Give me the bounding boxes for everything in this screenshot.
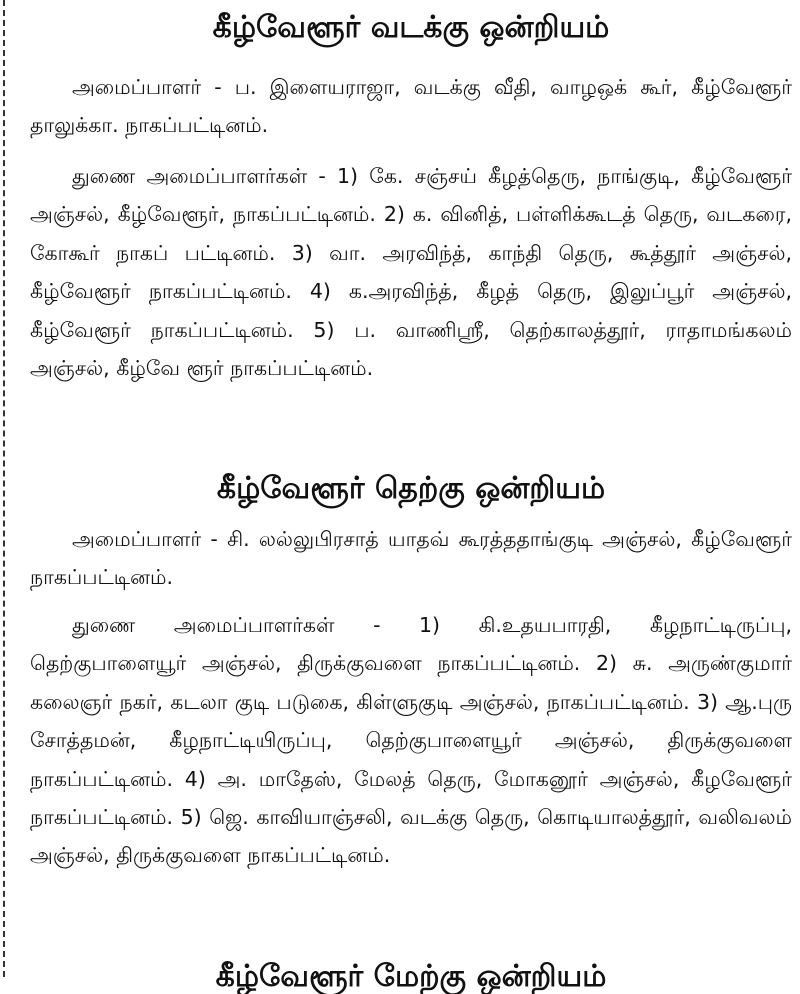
section-title-north: கீழ்வேளூர் வடக்கு ஒன்றியம் <box>212 10 610 45</box>
organizer-paragraph-north: அமைப்பாளர் - ப. இளையராஜா, வடக்கு வீதி, வாழஒக் கூர், கீழ்வேளூர் தாலுக்கா. நாகப்பட்டினம். <box>30 75 792 138</box>
organizer-paragraph-south: அமைப்பாளர் - சி. லல்லுபிரசாத் யாதவ் கூரத்ததாங்குடி அஞ்சல், கீழ்வேளூர் நாகப்பட்டினம். <box>30 527 792 590</box>
document-page <box>30 0 792 994</box>
deputies-paragraph-north: துணை அமைப்பாளர்கள் - 1) கே. சஞ்சய் கீழத்தெரு, நாங்குடி, கீழ்வேளூர் அஞ்சல், கீழ்வேளூர், நாகப்பட்டினம். 2) க. வினித், பள்ளிக்கூடத் தெரு, வடகரை, கோகூர் நாகப் பட்டினம். 3) வா. அரவிந்த், காந்தி தெரு, கூத்தூர் அஞ்சல், கீழ்வேளூர் நாகப்பட்டினம். 4) க.அரவிந்த், கீழத் தெரு, இலுப்பூர் அஞ்சல், கீழ்வேளூர் நாகப்பட்டினம். 5) ப. வாணிஸ்ரீ, தெற்காலத்தூர், ராதாமங்கலம் அஞ்சல், கீழ்வே ளூர் நாகப்பட்டினம். <box>30 164 792 381</box>
section-title-west-cut: கீழ்வேளூர் மேற்கு ஒன்றியம் <box>215 959 607 994</box>
section-title-south: கீழ்வேளூர் தெற்கு ஒன்றியம் <box>216 471 606 506</box>
dashed-cut-border <box>3 0 5 977</box>
deputies-paragraph-south: துணை அமைப்பாளர்கள் - 1) கி.உதயபாரதி, கீழநாட்டிருப்பு, தெற்குபாளையூர் அஞ்சல், திருக்குவளை நாகப்பட்டினம். 2) சு. அருண்குமார் கலைஞர் நகர், கடலா குடி படுகை, கிள்ளுகுடி அஞ்சல், நாகப்பட்டினம். 3) ஆ.புரு சோத்தமன், கீழநாட்டியிருப்பு, தெற்குபாளையூர் அஞ்சல், திருக்குவளை நாகப்பட்டினம். 4) அ. மாதேஸ், மேலத் தெரு, மோகனூர் அஞ்சல், கீழவேளூர் நாகப்பட்டினம். 5) ஜெ. காவியாஞ்சலி, வடக்கு தெரு, கொடியாலத்தூர், வலிவலம் அஞ்சல், திருக்குவளை நாகப்பட்டினம். <box>30 613 792 868</box>
